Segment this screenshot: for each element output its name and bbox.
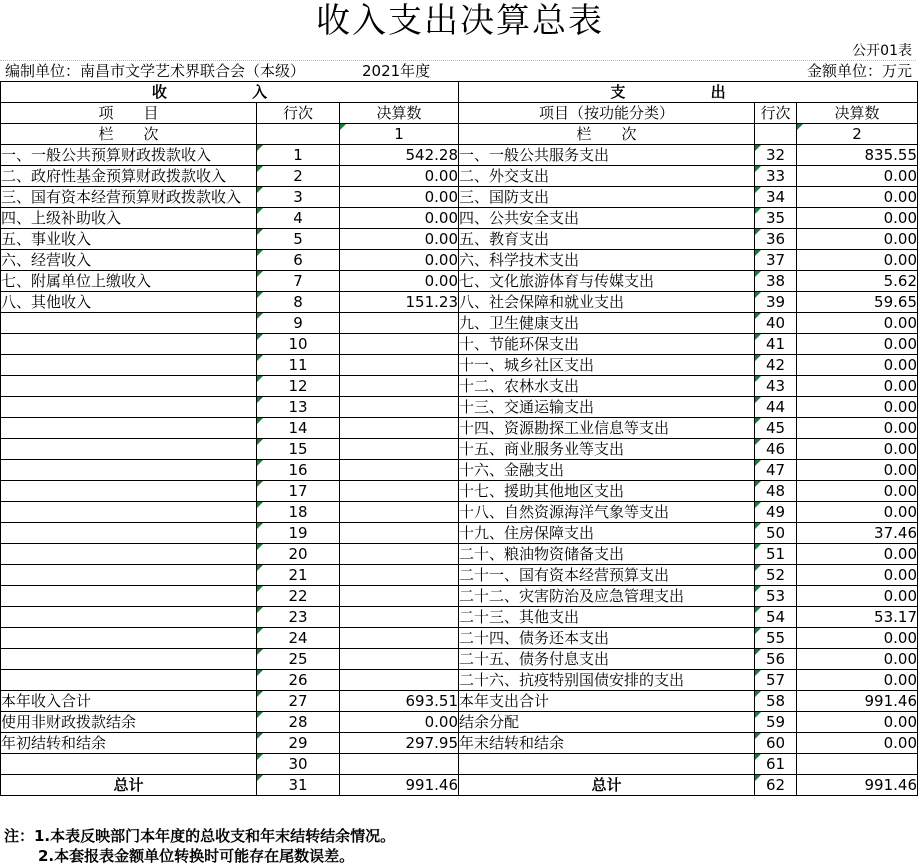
income-item-cell — [1, 439, 257, 460]
header-row-columns — [1, 103, 918, 124]
expense-amount-cell: 0.00 — [797, 166, 918, 187]
expense-row-no-cell: 54 — [755, 607, 797, 628]
report-title: 收入支出决算总表 — [316, 1, 604, 41]
expense-row-no-cell: 34 — [755, 187, 797, 208]
income-item-cell — [1, 628, 257, 649]
income-row-no-cell: 2 — [257, 166, 340, 187]
expense-amount-cell: 0.00 — [797, 187, 918, 208]
income-amount-cell: 542.28 — [340, 145, 459, 166]
expense-amount-cell: 0.00 — [797, 586, 918, 607]
income-row-no-cell: 24 — [257, 628, 340, 649]
expense-amount-cell: 0.00 — [797, 334, 918, 355]
income-row-no-cell: 20 — [257, 544, 340, 565]
income-amount-cell: 693.51 — [340, 691, 459, 712]
expense-row-no-cell: 38 — [755, 271, 797, 292]
income-amount-cell — [340, 565, 459, 586]
expense-item-cell: 结余分配 — [459, 712, 755, 733]
income-item-cell — [1, 334, 257, 355]
income-row-no-cell: 13 — [257, 397, 340, 418]
income-item-cell — [1, 670, 257, 691]
income-row-no-cell: 4 — [257, 208, 340, 229]
income-item-cell — [1, 481, 257, 502]
income-item-cell: 二、政府性基金预算财政拨款收入 — [1, 166, 257, 187]
note-line-2: 2.本套报表金额单位转换时可能存在尾数误差。 — [38, 847, 355, 865]
income-item-cell — [1, 523, 257, 544]
income-amount-cell: 0.00 — [340, 187, 459, 208]
report-year: 2021年度 — [362, 62, 431, 80]
expense-item-cell: 十七、援助其他地区支出 — [459, 481, 755, 502]
header-row-column-numbers — [1, 124, 918, 145]
expense-row-no-cell: 52 — [755, 565, 797, 586]
income-item-cell — [1, 607, 257, 628]
table-row — [1, 628, 918, 649]
income-amount-cell — [340, 502, 459, 523]
expense-row-no-cell: 42 — [755, 355, 797, 376]
expense-amount-cell: 0.00 — [797, 628, 918, 649]
income-amount-cell — [340, 754, 459, 775]
expense-amount-cell: 0.00 — [797, 712, 918, 733]
expense-amount-cell: 0.00 — [797, 313, 918, 334]
expense-row-no-cell: 60 — [755, 733, 797, 754]
header-row-sections — [1, 82, 918, 103]
expense-amount-cell: 0.00 — [797, 208, 918, 229]
table-row — [1, 691, 918, 712]
expense-row-no-cell: 49 — [755, 502, 797, 523]
expense-section-header: 支 出 — [459, 82, 918, 103]
expense-row-no-cell: 36 — [755, 229, 797, 250]
expense-row-no-header: 行次 — [755, 103, 797, 124]
note-line-1: 注：1.本表反映部门本年度的总收支和年末结转结余情况。 — [4, 827, 396, 845]
form-number: 公开01表 — [852, 43, 912, 59]
income-section-header: 收 入 — [1, 82, 459, 103]
income-item-cell: 总计 — [1, 775, 257, 796]
expense-item-cell: 十六、金融支出 — [459, 460, 755, 481]
expense-row-no-cell: 57 — [755, 670, 797, 691]
expense-item-cell: 总计 — [459, 775, 755, 796]
table-row — [1, 292, 918, 313]
table-row — [1, 397, 918, 418]
income-row-no-cell: 19 — [257, 523, 340, 544]
expense-row-no-cell: 48 — [755, 481, 797, 502]
income-row-no-cell: 29 — [257, 733, 340, 754]
expense-item-cell: 十五、商业服务业等支出 — [459, 439, 755, 460]
table-row — [1, 271, 918, 292]
income-item-cell — [1, 649, 257, 670]
table-row — [1, 208, 918, 229]
expense-row-no-cell: 32 — [755, 145, 797, 166]
expense-row-no-cell: 47 — [755, 460, 797, 481]
income-amount-cell: 0.00 — [340, 271, 459, 292]
income-row-no-cell: 16 — [257, 460, 340, 481]
expense-item-cell: 十二、农林水支出 — [459, 376, 755, 397]
table-row — [1, 376, 918, 397]
expense-amount-cell: 37.46 — [797, 523, 918, 544]
expense-item-cell: 二、外交支出 — [459, 166, 755, 187]
expense-amount-cell: 0.00 — [797, 649, 918, 670]
income-item-cell — [1, 313, 257, 334]
income-item-cell: 使用非财政拨款结余 — [1, 712, 257, 733]
income-row-no-cell: 15 — [257, 439, 340, 460]
expense-row-no-cell: 41 — [755, 334, 797, 355]
income-amount-cell: 0.00 — [340, 712, 459, 733]
expense-amount-cell: 0.00 — [797, 481, 918, 502]
income-row-no-cell: 11 — [257, 355, 340, 376]
expense-amount-cell: 0.00 — [797, 355, 918, 376]
income-item-cell — [1, 754, 257, 775]
expense-item-cell — [459, 754, 755, 775]
table-row — [1, 481, 918, 502]
income-amount-header: 决算数 — [340, 103, 459, 124]
expense-amount-cell: 0.00 — [797, 397, 918, 418]
income-item-cell: 年初结转和结余 — [1, 733, 257, 754]
income-amount-cell: 297.95 — [340, 733, 459, 754]
expense-column-blank — [755, 124, 797, 145]
table-row — [1, 754, 918, 775]
expense-item-cell: 十一、城乡社区支出 — [459, 355, 755, 376]
amount-unit: 金额单位：万元 — [806, 62, 912, 80]
income-row-no-cell: 27 — [257, 691, 340, 712]
expense-item-header: 项目（按功能分类） — [459, 103, 755, 124]
income-row-no-cell: 1 — [257, 145, 340, 166]
expense-item-cell: 五、教育支出 — [459, 229, 755, 250]
income-amount-cell: 0.00 — [340, 229, 459, 250]
income-row-no-cell: 22 — [257, 586, 340, 607]
table-row — [1, 502, 918, 523]
expense-amount-cell: 0.00 — [797, 502, 918, 523]
expense-row-no-cell: 50 — [755, 523, 797, 544]
expense-row-no-cell: 44 — [755, 397, 797, 418]
income-row-no-cell: 25 — [257, 649, 340, 670]
expense-amount-cell: 0.00 — [797, 565, 918, 586]
income-row-no-cell: 28 — [257, 712, 340, 733]
income-row-no-cell: 9 — [257, 313, 340, 334]
expense-amount-cell: 0.00 — [797, 460, 918, 481]
expense-amount-cell: 53.17 — [797, 607, 918, 628]
expense-amount-cell: 59.65 — [797, 292, 918, 313]
expense-column-label: 栏 次 — [459, 124, 755, 145]
table-body — [1, 82, 918, 796]
expense-item-cell: 十九、住房保障支出 — [459, 523, 755, 544]
income-item-cell — [1, 397, 257, 418]
income-amount-cell — [340, 418, 459, 439]
income-amount-cell: 0.00 — [340, 208, 459, 229]
expense-item-cell: 年末结转和结余 — [459, 733, 755, 754]
income-amount-cell: 0.00 — [340, 166, 459, 187]
expense-amount-cell — [797, 754, 918, 775]
income-item-cell — [1, 565, 257, 586]
income-amount-cell — [340, 607, 459, 628]
income-amount-cell — [340, 649, 459, 670]
expense-amount-cell: 991.46 — [797, 775, 918, 796]
income-amount-cell — [340, 460, 459, 481]
table-row — [1, 166, 918, 187]
expense-item-cell: 十三、交通运输支出 — [459, 397, 755, 418]
expense-row-no-cell: 58 — [755, 691, 797, 712]
expense-item-cell: 本年支出合计 — [459, 691, 755, 712]
income-amount-cell — [340, 313, 459, 334]
expense-row-no-cell: 35 — [755, 208, 797, 229]
expense-item-cell: 四、公共安全支出 — [459, 208, 755, 229]
table-row — [1, 649, 918, 670]
income-row-no-cell: 5 — [257, 229, 340, 250]
income-column-blank — [257, 124, 340, 145]
income-item-header: 项 目 — [1, 103, 257, 124]
expense-item-cell: 二十二、灾害防治及应急管理支出 — [459, 586, 755, 607]
income-column-label: 栏 次 — [1, 124, 257, 145]
income-row-no-cell: 30 — [257, 754, 340, 775]
income-expense-table — [0, 81, 918, 796]
expense-item-cell: 二十六、抗疫特别国债安排的支出 — [459, 670, 755, 691]
expense-amount-cell: 0.00 — [797, 733, 918, 754]
income-item-cell: 四、上级补助收入 — [1, 208, 257, 229]
expense-amount-cell: 0.00 — [797, 670, 918, 691]
expense-row-no-cell: 37 — [755, 250, 797, 271]
income-amount-cell — [340, 376, 459, 397]
table-row — [1, 733, 918, 754]
income-item-cell: 七、附属单位上缴收入 — [1, 271, 257, 292]
expense-item-cell: 二十一、国有资本经营预算支出 — [459, 565, 755, 586]
income-item-cell — [1, 460, 257, 481]
expense-row-no-cell: 40 — [755, 313, 797, 334]
expense-amount-cell: 0.00 — [797, 418, 918, 439]
expense-amount-cell: 991.46 — [797, 691, 918, 712]
table-row — [1, 523, 918, 544]
table-row — [1, 607, 918, 628]
income-item-cell — [1, 418, 257, 439]
expense-item-cell: 八、社会保障和就业支出 — [459, 292, 755, 313]
income-item-cell — [1, 502, 257, 523]
income-amount-cell — [340, 355, 459, 376]
income-row-no-cell: 26 — [257, 670, 340, 691]
income-amount-cell — [340, 628, 459, 649]
expense-item-cell: 十八、自然资源海洋气象等支出 — [459, 502, 755, 523]
expense-amount-cell: 0.00 — [797, 439, 918, 460]
income-row-no-cell: 14 — [257, 418, 340, 439]
expense-row-no-cell: 59 — [755, 712, 797, 733]
table-row — [1, 712, 918, 733]
income-amount-cell — [340, 670, 459, 691]
table-row — [1, 418, 918, 439]
table-row — [1, 670, 918, 691]
expense-row-no-cell: 45 — [755, 418, 797, 439]
expense-item-cell: 一、一般公共服务支出 — [459, 145, 755, 166]
expense-column-number: 2 — [797, 124, 918, 145]
income-amount-cell — [340, 523, 459, 544]
expense-row-no-cell: 55 — [755, 628, 797, 649]
income-row-no-cell: 10 — [257, 334, 340, 355]
expense-row-no-cell: 62 — [755, 775, 797, 796]
total-row — [1, 775, 918, 796]
expense-row-no-cell: 51 — [755, 544, 797, 565]
income-amount-cell — [340, 544, 459, 565]
reporting-unit: 编制单位：南昌市文学艺术界联合会（本级） — [5, 62, 306, 80]
income-item-cell: 五、事业收入 — [1, 229, 257, 250]
income-item-cell: 三、国有资本经营预算财政拨款收入 — [1, 187, 257, 208]
income-amount-cell — [340, 334, 459, 355]
income-row-no-cell: 8 — [257, 292, 340, 313]
expense-row-no-cell: 33 — [755, 166, 797, 187]
expense-amount-cell: 5.62 — [797, 271, 918, 292]
income-row-no-cell: 6 — [257, 250, 340, 271]
income-amount-cell — [340, 481, 459, 502]
expense-row-no-cell: 43 — [755, 376, 797, 397]
table-row — [1, 187, 918, 208]
income-amount-cell — [340, 586, 459, 607]
income-row-no-cell: 17 — [257, 481, 340, 502]
table-row — [1, 334, 918, 355]
income-item-cell: 八、其他收入 — [1, 292, 257, 313]
income-item-cell: 本年收入合计 — [1, 691, 257, 712]
expense-item-cell: 九、卫生健康支出 — [459, 313, 755, 334]
table-row — [1, 586, 918, 607]
table-row — [1, 313, 918, 334]
table-row — [1, 250, 918, 271]
expense-item-cell: 十、节能环保支出 — [459, 334, 755, 355]
income-item-cell — [1, 355, 257, 376]
expense-item-cell: 七、文化旅游体育与传媒支出 — [459, 271, 755, 292]
expense-row-no-cell: 53 — [755, 586, 797, 607]
income-item-cell: 一、一般公共预算财政拨款收入 — [1, 145, 257, 166]
expense-item-cell: 二十三、其他支出 — [459, 607, 755, 628]
income-amount-cell — [340, 439, 459, 460]
expense-row-no-cell: 46 — [755, 439, 797, 460]
expense-row-no-cell: 61 — [755, 754, 797, 775]
expense-amount-cell: 0.00 — [797, 250, 918, 271]
notes — [4, 826, 395, 866]
table-row — [1, 145, 918, 166]
table-row — [1, 565, 918, 586]
income-item-cell — [1, 586, 257, 607]
income-item-cell: 六、经营收入 — [1, 250, 257, 271]
income-row-no-cell: 23 — [257, 607, 340, 628]
income-amount-cell — [340, 397, 459, 418]
expense-item-cell: 二十五、债务付息支出 — [459, 649, 755, 670]
income-row-no-header: 行次 — [257, 103, 340, 124]
table-row — [1, 439, 918, 460]
income-column-number: 1 — [340, 124, 459, 145]
income-row-no-cell: 12 — [257, 376, 340, 397]
expense-item-cell: 二十四、债务还本支出 — [459, 628, 755, 649]
income-item-cell — [1, 376, 257, 397]
expense-item-cell: 六、科学技术支出 — [459, 250, 755, 271]
income-item-cell — [1, 544, 257, 565]
expense-item-cell: 二十、粮油物资储备支出 — [459, 544, 755, 565]
expense-amount-cell: 0.00 — [797, 229, 918, 250]
expense-item-cell: 三、国防支出 — [459, 187, 755, 208]
expense-row-no-cell: 39 — [755, 292, 797, 313]
report-info-line — [0, 60, 916, 81]
expense-item-cell: 十四、资源勘探工业信息等支出 — [459, 418, 755, 439]
income-row-no-cell: 18 — [257, 502, 340, 523]
expense-amount-cell: 0.00 — [797, 544, 918, 565]
table-row — [1, 355, 918, 376]
income-row-no-cell: 7 — [257, 271, 340, 292]
table-row — [1, 460, 918, 481]
income-amount-cell: 991.46 — [340, 775, 459, 796]
expense-row-no-cell: 56 — [755, 649, 797, 670]
income-row-no-cell: 3 — [257, 187, 340, 208]
income-row-no-cell: 31 — [257, 775, 340, 796]
table-row — [1, 229, 918, 250]
income-amount-cell: 0.00 — [340, 250, 459, 271]
table-row — [1, 544, 918, 565]
income-amount-cell: 151.23 — [340, 292, 459, 313]
income-row-no-cell: 21 — [257, 565, 340, 586]
expense-amount-header: 决算数 — [797, 103, 918, 124]
expense-amount-cell: 835.55 — [797, 145, 918, 166]
expense-amount-cell: 0.00 — [797, 376, 918, 397]
